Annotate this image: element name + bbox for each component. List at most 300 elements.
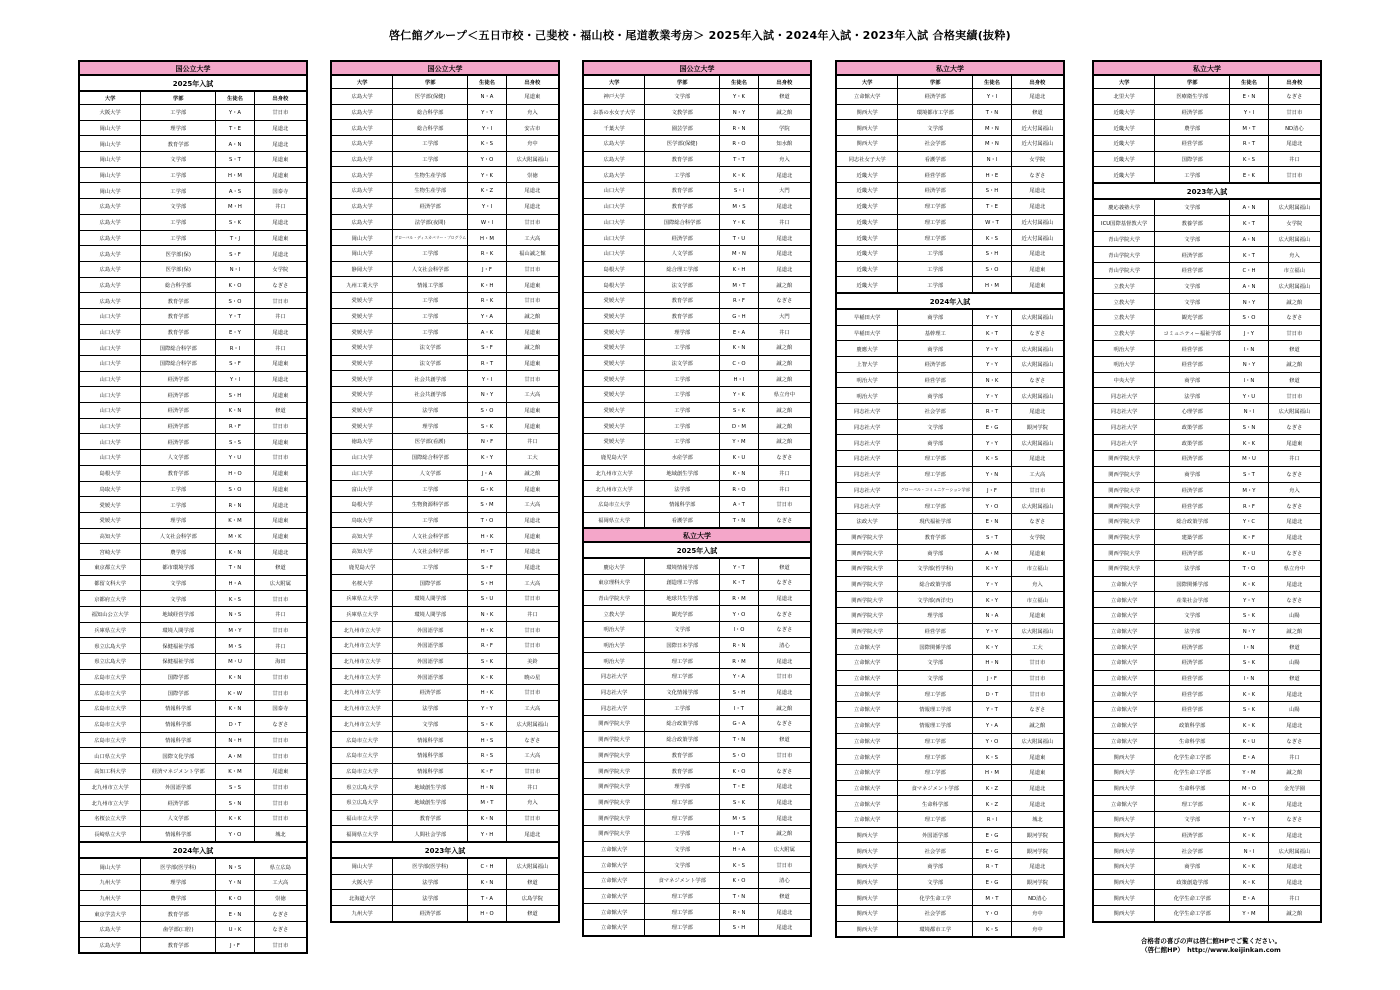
university-cell: 北九州市立大学 bbox=[332, 669, 393, 685]
faculty-cell: 生命科学部 bbox=[898, 796, 973, 812]
faculty-cell: 社会学部 bbox=[1155, 843, 1230, 859]
school-cell: 尾道東 bbox=[1011, 277, 1063, 293]
school-cell: 廿日市 bbox=[254, 450, 306, 466]
faculty-cell: 商学部 bbox=[898, 388, 973, 404]
school-cell: 廿日市 bbox=[506, 261, 558, 277]
table-row bbox=[1094, 404, 1321, 420]
student-cell: M・T bbox=[973, 890, 1012, 906]
university-cell: 関西学院大学 bbox=[1094, 482, 1155, 498]
student-cell: Y・U bbox=[1230, 388, 1269, 404]
faculty-cell: 教育学部 bbox=[645, 198, 720, 214]
student-cell: D・M bbox=[720, 418, 759, 434]
table-row bbox=[332, 685, 559, 701]
student-cell: E・A bbox=[1230, 749, 1269, 765]
table-row bbox=[332, 528, 559, 544]
university-cell: 大阪大学 bbox=[80, 105, 141, 121]
faculty-cell: 農学部 bbox=[141, 890, 216, 906]
table-row bbox=[1094, 104, 1321, 120]
faculty-cell: 国際総合科学部 bbox=[141, 356, 216, 372]
faculty-cell: 理工学部 bbox=[898, 198, 973, 214]
school-cell: 尾道北 bbox=[506, 198, 558, 214]
faculty-cell: 理学部 bbox=[393, 418, 468, 434]
student-cell: G・K bbox=[468, 481, 507, 497]
student-cell: K・K bbox=[720, 167, 759, 183]
university-cell: 福山市立大学 bbox=[332, 810, 393, 826]
student-cell: R・T bbox=[973, 404, 1012, 420]
student-cell: Y・Y bbox=[973, 388, 1012, 404]
table-row bbox=[1094, 262, 1321, 278]
student-cell: S・N bbox=[1230, 419, 1269, 435]
university-cell: 近畿大学 bbox=[1094, 167, 1155, 183]
faculty-cell: 経営学部 bbox=[1155, 702, 1230, 718]
table-row bbox=[837, 451, 1064, 467]
university-cell: 関西学院大学 bbox=[584, 825, 645, 841]
student-cell: R・N bbox=[720, 120, 759, 136]
footer-note bbox=[1096, 937, 1326, 955]
table-row bbox=[1094, 733, 1321, 749]
faculty-cell: 歯学部(口腔) bbox=[141, 922, 216, 938]
student-cell: M・O bbox=[1230, 780, 1269, 796]
student-cell: R・N bbox=[720, 637, 759, 653]
university-cell: 愛媛大学 bbox=[584, 355, 645, 371]
faculty-cell: 総合科学部 bbox=[393, 104, 468, 120]
school-cell: 工大高 bbox=[1011, 466, 1063, 482]
university-cell: 立命館大学 bbox=[1094, 717, 1155, 733]
school-cell: 尾道東 bbox=[506, 528, 558, 544]
school-cell: 廿日市 bbox=[254, 748, 306, 764]
school-cell: 崇徳 bbox=[506, 167, 558, 183]
table-row bbox=[584, 261, 811, 277]
faculty-cell: 法文学部 bbox=[645, 355, 720, 371]
category-header: 私立大学 bbox=[836, 61, 1064, 75]
table-row bbox=[80, 512, 307, 528]
faculty-cell: 理工学部 bbox=[645, 669, 720, 685]
table-row bbox=[584, 669, 811, 685]
table-row bbox=[837, 104, 1064, 120]
university-cell: 広島大学 bbox=[584, 167, 645, 183]
university-cell: 関西大学 bbox=[837, 859, 898, 875]
student-cell: I・T bbox=[720, 825, 759, 841]
table-row bbox=[1094, 278, 1321, 294]
university-cell: 同志社大学 bbox=[1094, 435, 1155, 451]
student-cell: H・O bbox=[216, 465, 255, 481]
table-row bbox=[837, 230, 1064, 246]
footer-line: 合格者の喜びの声は啓仁館HPでご覧ください。 bbox=[1140, 937, 1282, 945]
faculty-cell: 文化情報学部 bbox=[645, 684, 720, 700]
faculty-cell: 経済学部 bbox=[1155, 451, 1230, 467]
faculty-cell: 生物生産学部 bbox=[393, 183, 468, 199]
results-table bbox=[583, 558, 811, 936]
student-cell: S・K bbox=[1230, 608, 1269, 624]
university-cell: 関西大学 bbox=[1094, 749, 1155, 765]
student-cell: H・A bbox=[216, 575, 255, 591]
table-row bbox=[332, 874, 559, 890]
school-cell: 尾道東 bbox=[506, 355, 558, 371]
faculty-cell: 外国語学部 bbox=[898, 827, 973, 843]
faculty-cell: 教育学部 bbox=[645, 151, 720, 167]
faculty-cell: 社会学部 bbox=[898, 906, 973, 922]
faculty-cell: 情報科学部 bbox=[141, 732, 216, 748]
table-row bbox=[332, 606, 559, 622]
university-cell: 広島大学 bbox=[332, 183, 393, 199]
school-cell: 修道 bbox=[758, 888, 810, 904]
school-cell: 井口 bbox=[1268, 749, 1320, 765]
table-row bbox=[837, 404, 1064, 420]
university-cell: 愛媛大学 bbox=[584, 292, 645, 308]
student-cell: R・I bbox=[973, 811, 1012, 827]
student-cell: R・F bbox=[1230, 498, 1269, 514]
school-cell: 尾道東 bbox=[506, 418, 558, 434]
table-row bbox=[837, 183, 1064, 199]
table-header-row bbox=[1094, 76, 1321, 89]
university-cell: 大阪大学 bbox=[332, 874, 393, 890]
table-row bbox=[837, 608, 1064, 624]
university-cell: 岡山大学 bbox=[332, 230, 393, 246]
university-cell: 立命館大学 bbox=[837, 796, 898, 812]
school-cell: 尾道東 bbox=[1011, 608, 1063, 624]
table-row bbox=[584, 89, 811, 105]
student-cell: M・S bbox=[216, 638, 255, 654]
table-row bbox=[837, 482, 1064, 498]
school-cell: 広大附属福山 bbox=[1268, 278, 1320, 294]
student-cell: Y・Y bbox=[468, 104, 507, 120]
school-cell: なぎさ bbox=[1268, 811, 1320, 827]
student-cell: M・T bbox=[720, 277, 759, 293]
faculty-cell: 人文学部 bbox=[141, 450, 216, 466]
table-row bbox=[80, 230, 307, 246]
school-cell: 尾道北 bbox=[506, 512, 558, 528]
table-row bbox=[1094, 120, 1321, 136]
table-row bbox=[1094, 843, 1321, 859]
faculty-cell: 人文社会科学部 bbox=[141, 528, 216, 544]
university-cell: 関西学院大学 bbox=[1094, 498, 1155, 514]
school-cell: 井口 bbox=[254, 638, 306, 654]
table-row bbox=[80, 340, 307, 356]
university-cell: 広島大学 bbox=[332, 151, 393, 167]
university-cell: 立命館大学 bbox=[1094, 796, 1155, 812]
university-cell: 名桜公立大学 bbox=[80, 810, 141, 826]
university-cell: 愛媛大学 bbox=[332, 324, 393, 340]
table-row bbox=[1094, 796, 1321, 812]
student-cell: S・O bbox=[1230, 309, 1269, 325]
faculty-cell: 経営学部 bbox=[1155, 498, 1230, 514]
school-cell: 尾道北 bbox=[1268, 796, 1320, 812]
table-row bbox=[332, 543, 559, 559]
student-cell: K・K bbox=[1230, 796, 1269, 812]
university-cell: 広島大学 bbox=[332, 136, 393, 152]
university-cell: 広島大学 bbox=[332, 198, 393, 214]
student-cell: Y・T bbox=[216, 308, 255, 324]
school-cell: 廿日市 bbox=[1268, 167, 1320, 183]
faculty-cell: 外国語学部 bbox=[141, 779, 216, 795]
school-cell: 広大附属福山 bbox=[1011, 623, 1063, 639]
student-cell: K・T bbox=[720, 574, 759, 590]
column-header: 出身校 bbox=[758, 76, 810, 89]
university-cell: 愛媛大学 bbox=[332, 402, 393, 418]
student-cell: S・K bbox=[720, 794, 759, 810]
student-cell: U・K bbox=[216, 922, 255, 938]
university-cell: ICU国際基督教大学 bbox=[1094, 215, 1155, 231]
table-row bbox=[80, 591, 307, 607]
student-cell: S・H bbox=[216, 387, 255, 403]
student-cell: K・S bbox=[973, 921, 1012, 937]
student-cell: S・S bbox=[216, 779, 255, 795]
school-cell: 安古市 bbox=[506, 120, 558, 136]
column-header: 学部 bbox=[141, 92, 216, 105]
faculty-cell: 教育学部 bbox=[393, 810, 468, 826]
column-header: 大学 bbox=[80, 92, 141, 105]
university-cell: 関西学院大学 bbox=[584, 810, 645, 826]
school-cell: 舟入 bbox=[1268, 247, 1320, 263]
school-cell: 廿日市 bbox=[254, 669, 306, 685]
table-row bbox=[332, 245, 559, 261]
school-cell: 誠之館 bbox=[758, 355, 810, 371]
faculty-cell: 観光学部 bbox=[1155, 309, 1230, 325]
school-cell: 廿日市 bbox=[254, 591, 306, 607]
faculty-cell: 経済学部 bbox=[898, 183, 973, 199]
table-row bbox=[80, 199, 307, 215]
school-cell: 工大高 bbox=[506, 387, 558, 403]
table-row bbox=[584, 324, 811, 340]
table-row bbox=[837, 717, 1064, 733]
student-cell: C・H bbox=[468, 859, 507, 875]
school-cell: 広大附属福山 bbox=[1011, 341, 1063, 357]
school-cell: 女学院 bbox=[254, 261, 306, 277]
faculty-cell: 総合科学部 bbox=[393, 120, 468, 136]
university-cell: 関西学院大学 bbox=[584, 763, 645, 779]
school-cell: 工大高 bbox=[506, 496, 558, 512]
university-cell: 福岡県立大学 bbox=[584, 512, 645, 528]
student-cell: S・K bbox=[720, 402, 759, 418]
table-row bbox=[584, 606, 811, 622]
school-cell: 廿日市 bbox=[758, 669, 810, 685]
table-row bbox=[1094, 341, 1321, 357]
table-row bbox=[837, 780, 1064, 796]
school-cell: 井口 bbox=[506, 779, 558, 795]
column-header: 出身校 bbox=[1011, 76, 1063, 89]
student-cell: S・H bbox=[720, 920, 759, 936]
table-row bbox=[584, 653, 811, 669]
faculty-cell: 工学部 bbox=[898, 261, 973, 277]
year-section-header: 2023年入試 bbox=[331, 842, 559, 858]
student-cell: K・K bbox=[1230, 874, 1269, 890]
faculty-cell: 理工学部 bbox=[645, 888, 720, 904]
student-cell: R・T bbox=[468, 355, 507, 371]
faculty-cell: 工学部 bbox=[141, 183, 216, 199]
student-cell: N・F bbox=[468, 434, 507, 450]
table-row bbox=[1094, 466, 1321, 482]
student-cell: S・F bbox=[468, 559, 507, 575]
table-row bbox=[584, 418, 811, 434]
faculty-cell: 法学部 bbox=[645, 481, 720, 497]
faculty-cell: 経営学部 bbox=[1155, 136, 1230, 152]
results-table bbox=[79, 858, 307, 953]
university-cell: 立教大学 bbox=[1094, 278, 1155, 294]
faculty-cell: 工学部 bbox=[393, 512, 468, 528]
school-cell: 修道 bbox=[758, 89, 810, 105]
table-row bbox=[80, 544, 307, 560]
school-cell: 尾道東 bbox=[254, 528, 306, 544]
student-cell: N・K bbox=[468, 606, 507, 622]
results-table bbox=[836, 309, 1064, 938]
student-cell: K・N bbox=[216, 544, 255, 560]
table-row bbox=[837, 151, 1064, 167]
university-cell: 福岡県立大学 bbox=[332, 826, 393, 842]
faculty-cell: 医学部(医学科) bbox=[393, 859, 468, 875]
university-cell: 山口大学 bbox=[584, 245, 645, 261]
university-cell: 広島市立大学 bbox=[80, 716, 141, 732]
table-row bbox=[332, 559, 559, 575]
school-cell: 井口 bbox=[254, 607, 306, 623]
faculty-cell: 総合政策学部 bbox=[1155, 513, 1230, 529]
table-row bbox=[837, 655, 1064, 671]
student-cell: Y・I bbox=[468, 198, 507, 214]
university-cell: 関西学院大学 bbox=[1094, 513, 1155, 529]
school-cell: 広大附属福山 bbox=[1011, 498, 1063, 514]
faculty-cell: グローバル・コミュニケーション学部 bbox=[898, 482, 973, 498]
school-cell: 広大附属福山 bbox=[1268, 404, 1320, 420]
category-header: 私立大学 bbox=[1093, 61, 1321, 75]
university-cell: 近畿大学 bbox=[837, 230, 898, 246]
student-cell: S・F bbox=[468, 340, 507, 356]
faculty-cell: 文学部 bbox=[141, 591, 216, 607]
student-cell: S・T bbox=[216, 152, 255, 168]
student-cell: G・A bbox=[720, 716, 759, 732]
school-cell: 誠之館 bbox=[1268, 623, 1320, 639]
university-cell: 山口県立大学 bbox=[80, 748, 141, 764]
school-cell: 尾道北 bbox=[1268, 576, 1320, 592]
university-cell: 立命館大学 bbox=[1094, 670, 1155, 686]
table-row bbox=[332, 826, 559, 842]
university-cell: 関西学院大学 bbox=[1094, 466, 1155, 482]
table-row bbox=[80, 246, 307, 262]
student-cell: N・Y bbox=[720, 104, 759, 120]
faculty-cell: 生命科学部 bbox=[1155, 733, 1230, 749]
university-cell: 近畿大学 bbox=[1094, 136, 1155, 152]
student-cell: K・S bbox=[1230, 151, 1269, 167]
table-row bbox=[80, 937, 307, 953]
student-cell: R・M bbox=[720, 590, 759, 606]
table-row bbox=[1094, 136, 1321, 152]
student-cell: Y・I bbox=[1230, 104, 1269, 120]
school-cell: 尾道東 bbox=[506, 89, 558, 105]
student-cell: D・T bbox=[216, 716, 255, 732]
school-cell: 尾道北 bbox=[758, 590, 810, 606]
table-row bbox=[837, 309, 1064, 325]
school-cell: 広大附属福山 bbox=[1268, 843, 1320, 859]
school-cell: 廿日市 bbox=[506, 622, 558, 638]
student-cell: K・K bbox=[216, 810, 255, 826]
faculty-cell: 化学生命工学部 bbox=[1155, 749, 1230, 765]
table-row bbox=[1094, 89, 1321, 105]
university-cell: 島根大学 bbox=[332, 496, 393, 512]
faculty-cell: 文学部 bbox=[898, 120, 973, 136]
school-cell: 井口 bbox=[758, 481, 810, 497]
university-cell: 岡山大学 bbox=[80, 152, 141, 168]
table-row bbox=[837, 136, 1064, 152]
school-cell: なぎさ bbox=[254, 716, 306, 732]
student-cell: E・N bbox=[216, 906, 255, 922]
school-cell: 工大高 bbox=[506, 230, 558, 246]
faculty-cell: 社会共創学部 bbox=[393, 371, 468, 387]
table-row bbox=[1094, 325, 1321, 341]
student-cell: K・M bbox=[216, 763, 255, 779]
faculty-cell: 文学部 bbox=[1155, 231, 1230, 247]
university-cell: 明治大学 bbox=[584, 622, 645, 638]
faculty-cell: 経営学部 bbox=[1155, 341, 1230, 357]
table-row bbox=[332, 308, 559, 324]
table-row bbox=[332, 669, 559, 685]
table-row bbox=[80, 795, 307, 811]
school-cell: 広大附属福山 bbox=[1268, 231, 1320, 247]
table-row bbox=[332, 230, 559, 246]
student-cell: R・M bbox=[720, 653, 759, 669]
student-cell: H・A bbox=[720, 841, 759, 857]
school-cell: 尾道東 bbox=[254, 167, 306, 183]
faculty-cell: 外国語学部 bbox=[393, 622, 468, 638]
school-cell: 舟入 bbox=[1011, 576, 1063, 592]
faculty-cell: 文学部 bbox=[1155, 811, 1230, 827]
school-cell: 尾道北 bbox=[758, 810, 810, 826]
student-cell: R・T bbox=[1230, 136, 1269, 152]
table-row bbox=[80, 669, 307, 685]
faculty-cell: 文学部 bbox=[1155, 200, 1230, 216]
table-row bbox=[80, 859, 307, 875]
results-column bbox=[835, 60, 1065, 938]
school-cell: なぎさ bbox=[758, 449, 810, 465]
faculty-cell: 外国語学部 bbox=[393, 669, 468, 685]
school-cell: 尾道東 bbox=[254, 434, 306, 450]
table-row bbox=[1094, 167, 1321, 183]
school-cell: なぎさ bbox=[1268, 419, 1320, 435]
student-cell: E・G bbox=[973, 827, 1012, 843]
school-cell: 尾道北 bbox=[1011, 183, 1063, 199]
student-cell: K・M bbox=[216, 512, 255, 528]
university-cell: 愛媛大学 bbox=[332, 340, 393, 356]
faculty-cell: 法学部(夜間) bbox=[393, 214, 468, 230]
faculty-cell: 工学部 bbox=[645, 700, 720, 716]
university-cell: 近畿大学 bbox=[1094, 104, 1155, 120]
university-cell: 九州工業大学 bbox=[332, 277, 393, 293]
university-cell: 山口大学 bbox=[80, 434, 141, 450]
student-cell: T・N bbox=[720, 512, 759, 528]
university-cell: 同志社大学 bbox=[584, 669, 645, 685]
student-cell: N・A bbox=[973, 608, 1012, 624]
faculty-cell: 理工学部 bbox=[898, 764, 973, 780]
table-row bbox=[80, 183, 307, 199]
school-cell: 尾道北 bbox=[1268, 859, 1320, 875]
university-cell: 関西学院大学 bbox=[1094, 529, 1155, 545]
table-row bbox=[584, 763, 811, 779]
school-cell: 尾道北 bbox=[506, 543, 558, 559]
university-cell: 徳島大学 bbox=[332, 434, 393, 450]
university-cell: 名桜大学 bbox=[332, 575, 393, 591]
faculty-cell: 地域経営学部 bbox=[141, 607, 216, 623]
school-cell: 近大付属福山 bbox=[1011, 214, 1063, 230]
column-header: 学部 bbox=[898, 76, 973, 89]
school-cell: 修道 bbox=[758, 559, 810, 575]
university-cell: 富山大学 bbox=[332, 481, 393, 497]
student-cell: S・I bbox=[720, 183, 759, 199]
university-cell: 関西学院大学 bbox=[837, 623, 898, 639]
school-cell: 広大附属福山 bbox=[1011, 733, 1063, 749]
table-row bbox=[80, 622, 307, 638]
school-cell: 誠之館 bbox=[1268, 906, 1320, 922]
university-cell: 山口大学 bbox=[80, 356, 141, 372]
student-cell: T・E bbox=[720, 778, 759, 794]
university-cell: 広島大学 bbox=[584, 136, 645, 152]
table-row bbox=[1094, 231, 1321, 247]
